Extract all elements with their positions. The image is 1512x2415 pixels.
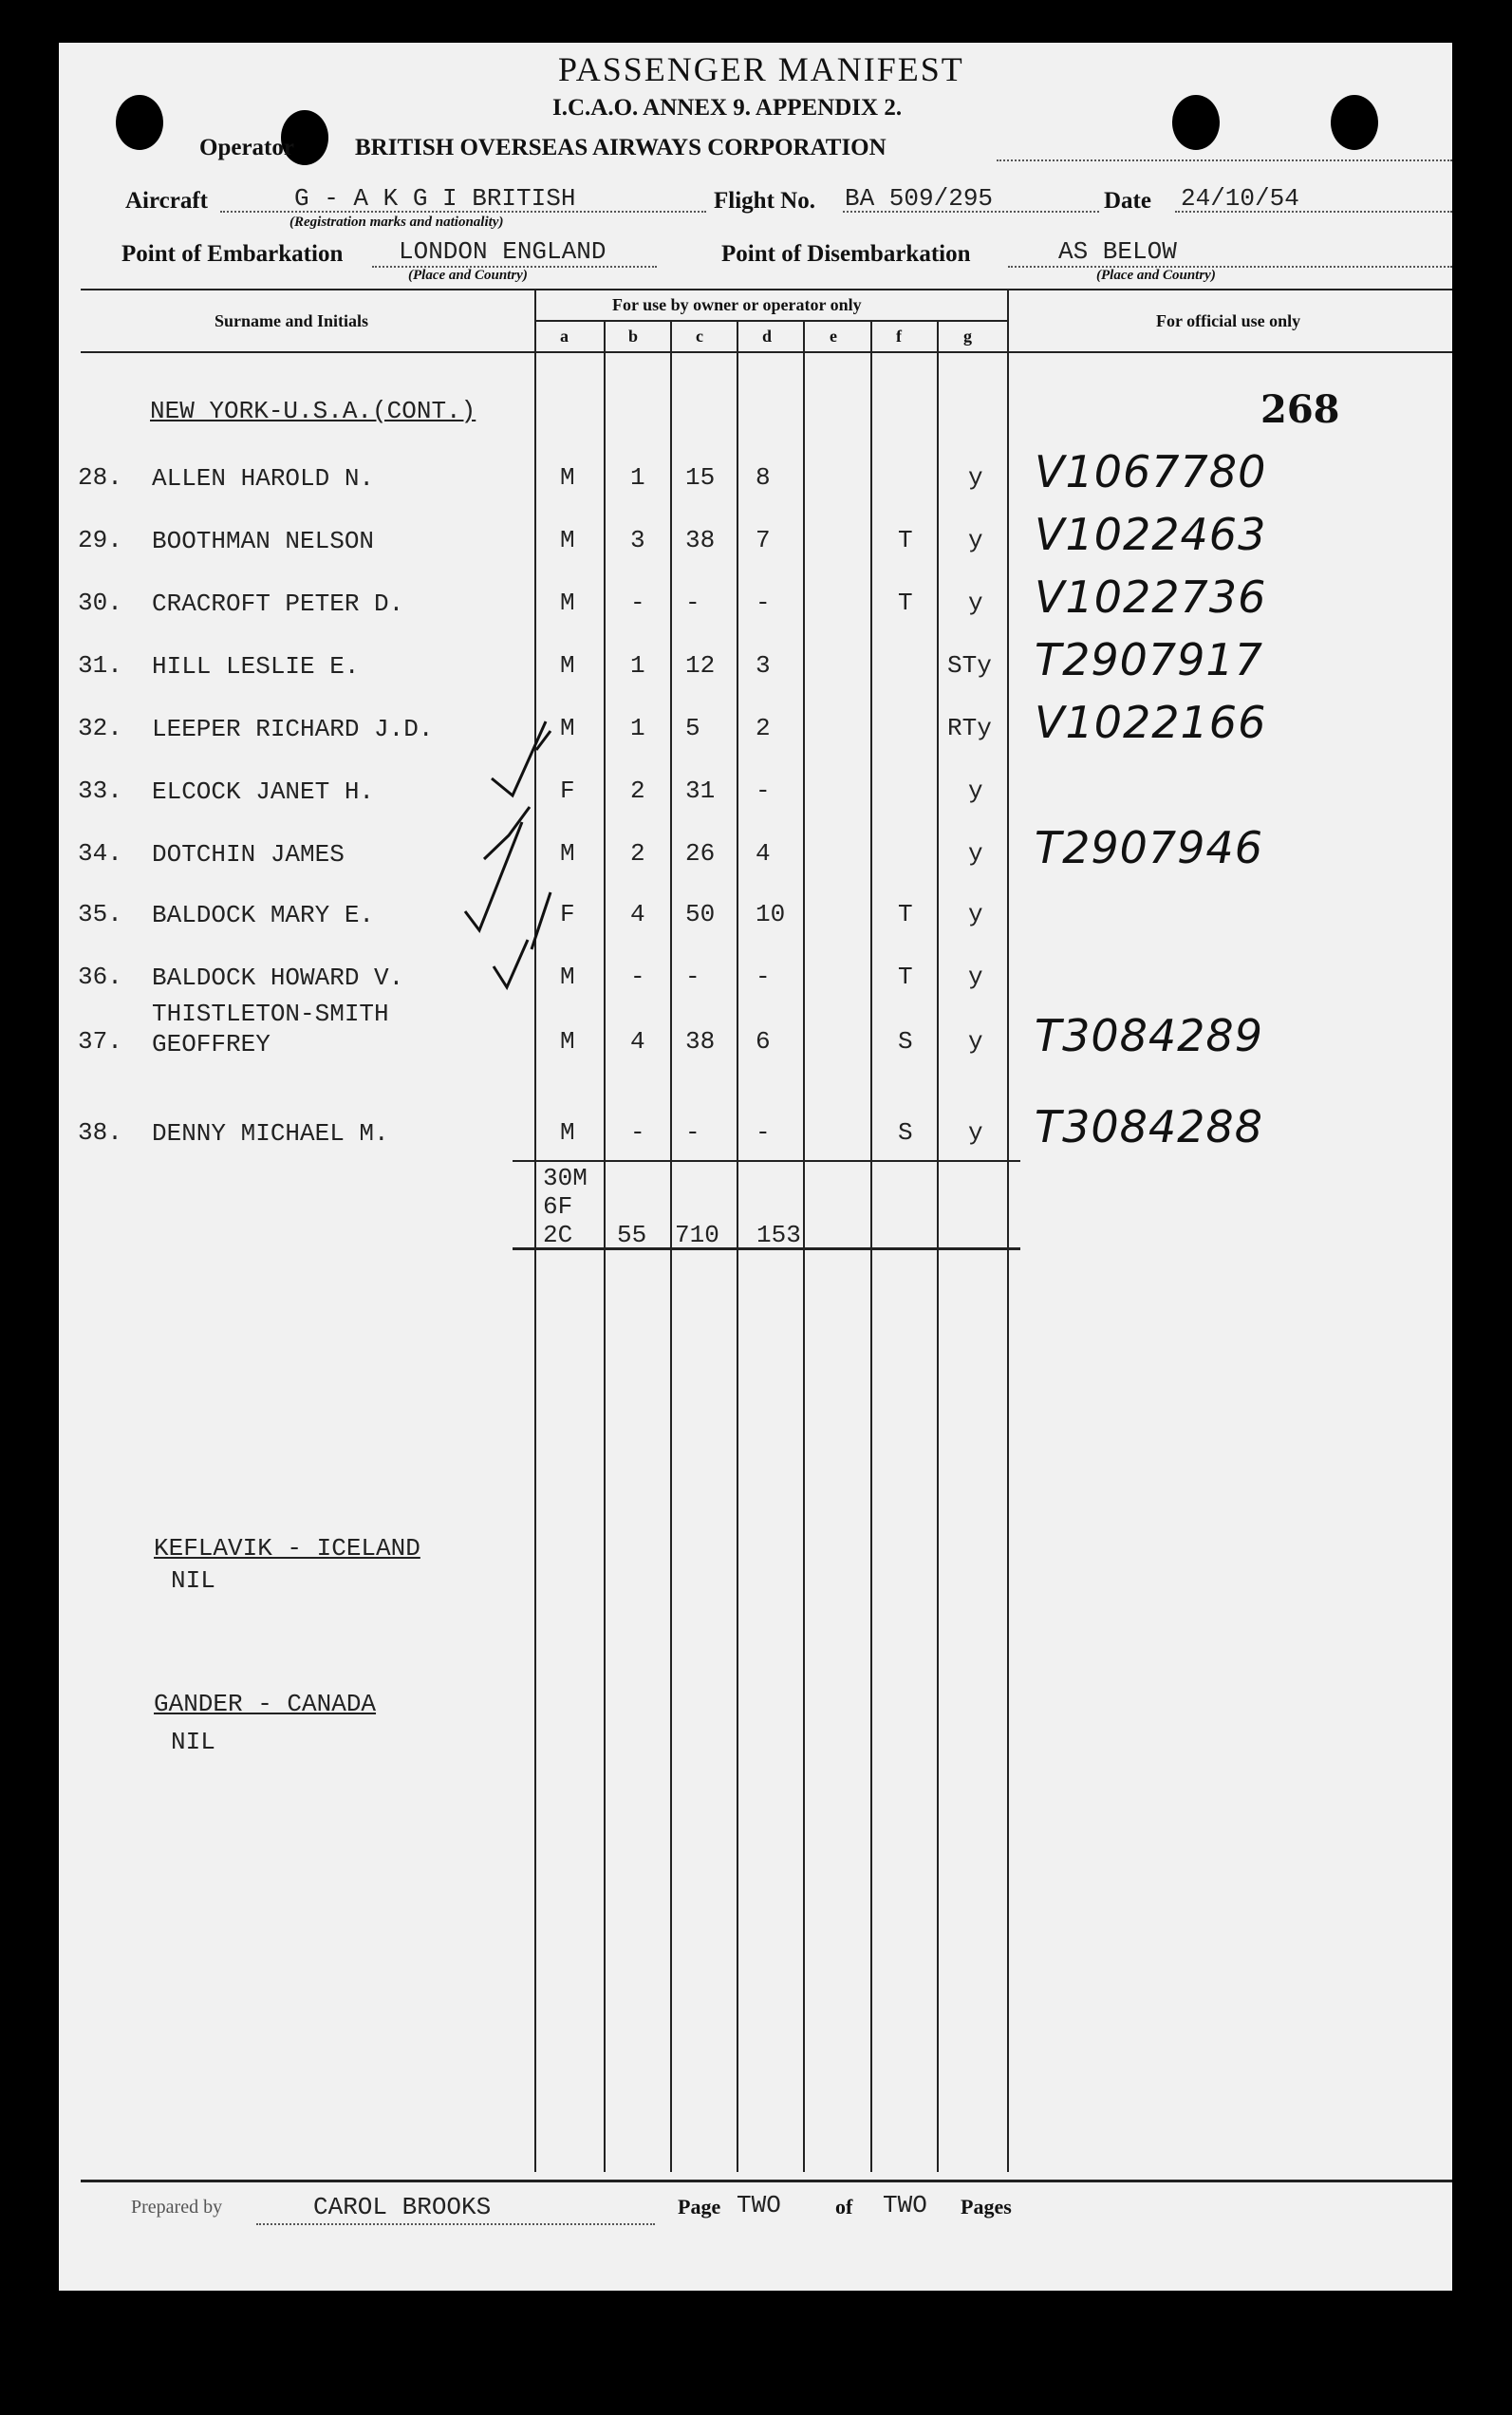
cell-g: y — [968, 777, 983, 805]
cell-d: 6 — [756, 1027, 771, 1056]
cell-c: 12 — [685, 651, 716, 680]
aircraft-value: G - A K G I BRITISH — [294, 184, 576, 213]
row-number: 38. — [78, 1118, 122, 1147]
col-header-a: a — [560, 327, 569, 346]
passenger-name: LEEPER RICHARD J.D. — [152, 715, 434, 743]
total-female: 6F — [543, 1192, 573, 1221]
pages-label: Pages — [961, 2195, 1012, 2218]
cell-g: y — [968, 589, 983, 617]
cell-b: - — [630, 963, 645, 991]
stamp-number: 268 — [1260, 387, 1340, 432]
total-b: 55 — [617, 1221, 647, 1249]
cell-c: 38 — [685, 526, 716, 554]
row-number: 34. — [78, 839, 122, 868]
official-number: T3084288 — [1035, 1101, 1263, 1152]
flight-label: Flight No. — [714, 188, 815, 214]
cell-g: y — [968, 839, 983, 868]
passenger-name: BALDOCK MARY E. — [152, 901, 375, 929]
cell-a: M — [560, 714, 575, 742]
row-number: 30. — [78, 589, 122, 617]
official-number: V1022463 — [1035, 509, 1267, 560]
cell-g: y — [968, 900, 983, 928]
operator-label: Operator — [199, 135, 294, 160]
cell-b: 2 — [630, 777, 645, 805]
cell-g: y — [968, 463, 983, 492]
passenger-name: HILL LESLIE E. — [152, 652, 360, 681]
cell-f: T — [898, 963, 913, 991]
col-header-e: e — [830, 327, 837, 346]
official-header: For official use only — [1156, 311, 1301, 330]
disembarkation-note: (Place and Country) — [1096, 268, 1216, 283]
check-mark — [465, 822, 522, 930]
row-number: 31. — [78, 651, 122, 680]
cell-g: STy — [947, 651, 992, 680]
cell-g: y — [968, 1027, 983, 1056]
cell-g: RTy — [947, 714, 992, 742]
passenger-name: ELCOCK JANET H. — [152, 777, 375, 806]
cell-a: M — [560, 463, 575, 492]
page-value: TWO — [737, 2191, 781, 2219]
cell-a: M — [560, 963, 575, 991]
row-number: 36. — [78, 963, 122, 991]
stop-gander-value: NIL — [171, 1728, 215, 1756]
cell-c: 38 — [685, 1027, 716, 1056]
official-number: T3084289 — [1035, 1010, 1263, 1061]
embarkation-note: (Place and Country) — [408, 268, 528, 283]
page-title: PASSENGER MANIFEST — [558, 50, 964, 88]
cell-g: y — [968, 1118, 983, 1147]
total-c: 710 — [675, 1221, 719, 1249]
cell-b: - — [630, 589, 645, 617]
cell-b: 3 — [630, 526, 645, 554]
cell-c: 31 — [685, 777, 716, 805]
page-label: Page — [678, 2195, 721, 2218]
passenger-name: ALLEN HAROLD N. — [152, 464, 375, 493]
cell-b: 4 — [630, 900, 645, 928]
cell-c: - — [685, 1118, 700, 1147]
cell-d: 8 — [756, 463, 771, 492]
of-label: of — [835, 2195, 853, 2218]
cell-a: M — [560, 526, 575, 554]
cell-a: M — [560, 1027, 575, 1056]
cell-a: M — [560, 651, 575, 680]
passenger-name: DOTCHIN JAMES — [152, 840, 345, 869]
cell-f: S — [898, 1027, 913, 1056]
cell-d: 2 — [756, 714, 771, 742]
cell-d: - — [756, 777, 771, 805]
row-number: 35. — [78, 900, 122, 928]
cell-d: - — [756, 589, 771, 617]
cell-a: M — [560, 839, 575, 868]
col-header-f: f — [896, 327, 902, 346]
row-number: 29. — [78, 526, 122, 554]
embarkation-value: LONDON ENGLAND — [399, 237, 607, 266]
disembarkation-value: AS BELOW — [1058, 237, 1177, 266]
row-number: 32. — [78, 714, 122, 742]
cell-c: 5 — [685, 714, 700, 742]
cell-d: - — [756, 963, 771, 991]
col-header-g: g — [963, 327, 972, 346]
cell-g: y — [968, 963, 983, 991]
cell-g: y — [968, 526, 983, 554]
cell-d: 7 — [756, 526, 771, 554]
cell-c: 50 — [685, 900, 716, 928]
passenger-name: CRACROFT PETER D. — [152, 590, 404, 618]
total-d: 153 — [756, 1221, 801, 1249]
cell-d: 3 — [756, 651, 771, 680]
cell-b: 4 — [630, 1027, 645, 1056]
operator-value: BRITISH OVERSEAS AIRWAYS CORPORATION — [355, 135, 887, 160]
cell-b: 1 — [630, 463, 645, 492]
passenger-name: BOOTHMAN NELSON — [152, 527, 375, 555]
cell-f: T — [898, 900, 913, 928]
surname-header: Surname and Initials — [215, 311, 369, 330]
cell-b: 1 — [630, 714, 645, 742]
disembarkation-label: Point of Disembarkation — [721, 241, 971, 267]
cell-b: - — [630, 1118, 645, 1147]
cell-a: M — [560, 1118, 575, 1147]
cell-f: S — [898, 1118, 913, 1147]
row-number: 28. — [78, 463, 122, 492]
cell-a: M — [560, 589, 575, 617]
cell-c: 26 — [685, 839, 716, 868]
of-value: TWO — [883, 2191, 927, 2219]
cell-d: - — [756, 1118, 771, 1147]
aircraft-label: Aircraft — [125, 188, 208, 214]
official-number: T2907917 — [1035, 634, 1263, 685]
passenger-name: DENNY MICHAEL M. — [152, 1119, 389, 1148]
cell-c: - — [685, 589, 700, 617]
col-header-b: b — [628, 327, 639, 346]
row-number: 37. — [78, 1027, 122, 1056]
check-mark — [532, 892, 551, 949]
official-number: V1022166 — [1035, 697, 1267, 748]
official-number: V1022736 — [1035, 571, 1267, 623]
cell-f: T — [898, 526, 913, 554]
embarkation-label: Point of Embarkation — [121, 241, 344, 267]
col-header-c: c — [696, 327, 703, 346]
cell-b: 2 — [630, 839, 645, 868]
stop-keflavik: KEFLAVIK - ICELAND — [154, 1534, 420, 1563]
col-header-d: d — [762, 327, 773, 346]
stop-keflavik-value: NIL — [171, 1566, 215, 1595]
cell-d: 4 — [756, 839, 771, 868]
row-number: 33. — [78, 777, 122, 805]
cell-a: F — [560, 900, 575, 928]
passenger-name: BALDOCK HOWARD V. — [152, 964, 404, 992]
date-value: 24/10/54 — [1181, 184, 1299, 213]
official-number: V1067780 — [1035, 446, 1267, 497]
cell-c: 15 — [685, 463, 716, 492]
check-mark — [494, 940, 528, 987]
total-children: 2C — [543, 1221, 573, 1249]
section-title: NEW YORK-U.S.A.(CONT.) — [150, 397, 476, 425]
prepared-by-label: Prepared by — [131, 2197, 223, 2218]
registration-note: (Registration marks and nationality) — [289, 215, 504, 230]
check-mark — [484, 807, 530, 859]
cell-f: T — [898, 589, 913, 617]
passenger-name: THISTLETON-SMITH GEOFFREY — [152, 1000, 389, 1058]
check-mark — [492, 721, 546, 796]
cell-b: 1 — [630, 651, 645, 680]
cell-a: F — [560, 777, 575, 805]
owner-header: For use by owner or operator only — [612, 295, 862, 314]
date-label: Date — [1104, 188, 1151, 214]
stop-gander: GANDER - CANADA — [154, 1690, 377, 1718]
page-subtitle: I.C.A.O. ANNEX 9. APPENDIX 2. — [552, 95, 903, 121]
cell-d: 10 — [756, 900, 786, 928]
cell-c: - — [685, 963, 700, 991]
official-number: T2907946 — [1035, 822, 1263, 873]
prepared-by-value: CAROL BROOKS — [313, 2193, 492, 2221]
flight-value: BA 509/295 — [845, 184, 994, 213]
total-male: 30M — [543, 1164, 588, 1192]
